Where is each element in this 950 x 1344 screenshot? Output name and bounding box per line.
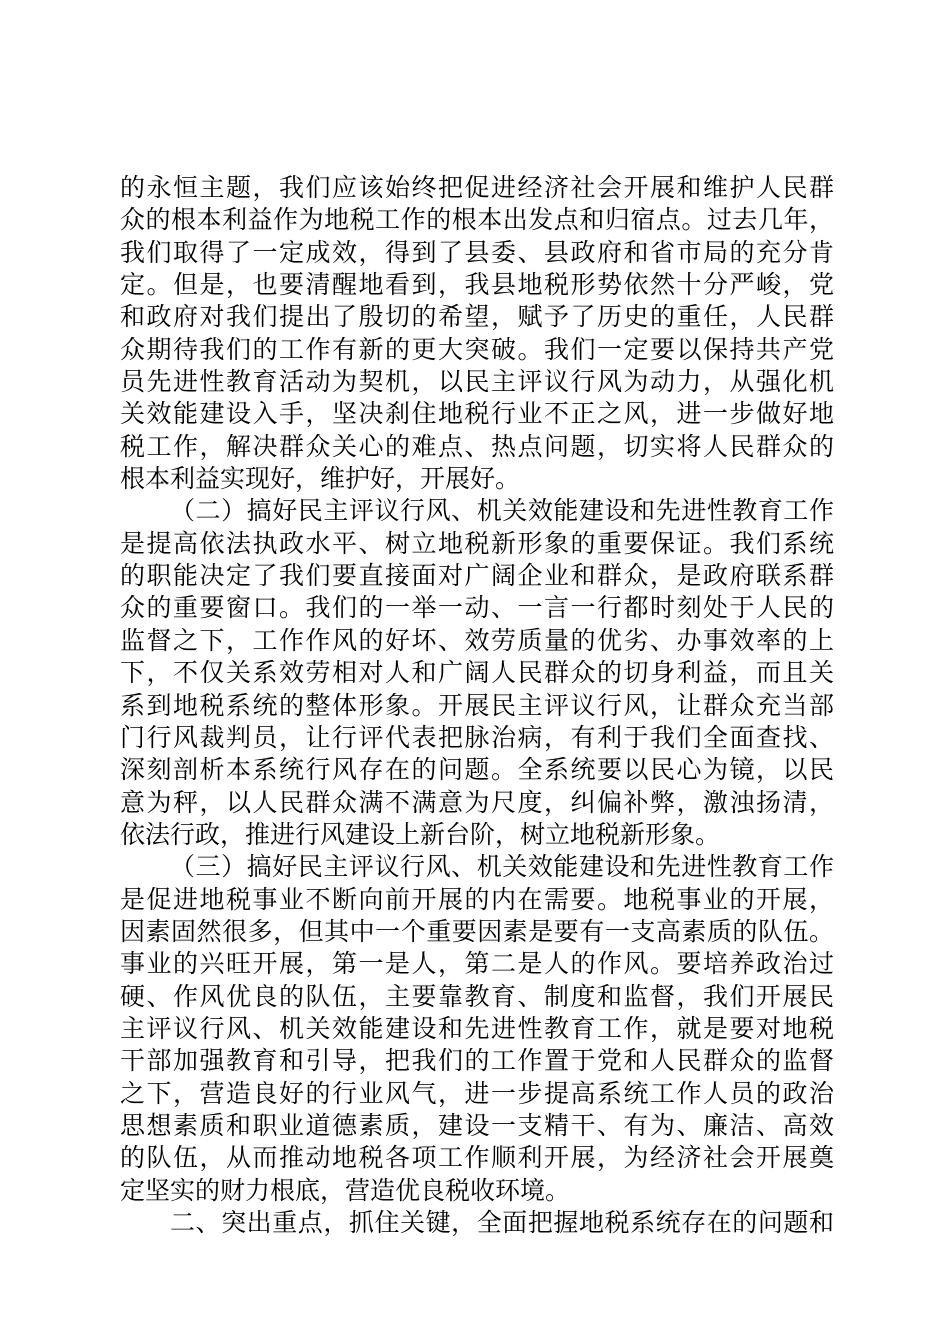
text-line: 和政府对我们提出了殷切的希望，赋予了历史的重任，人民群 [120,302,834,332]
text-line: 主评议行风、机关效能建设和先进性教育工作，就是要对地税 [120,1013,834,1043]
text-line: 因素固然很多，但其中一个重要因素是要有一支高素质的队伍。 [120,916,834,946]
text-line: 思想素质和职业道德素质，建设一支精干、有为、廉洁、高效 [120,1110,834,1140]
text-line: 监督之下，工作作风的好坏、效劳质量的优劣、办事效率的上 [120,625,834,655]
text-line: 是提高依法执政水平、树立地税新形象的重要保证。我们系统 [120,528,834,558]
text-line: 依法行政，推进行风建设上新台阶，树立地税新形象。 [120,819,721,849]
text-line: 二、突出重点，抓住关键，全面把握地税系统存在的问题和 [170,1208,834,1237]
text-line: 下，不仅关系效劳相对人和广阔人民群众的切身利益，而且关 [120,658,834,688]
text-line: 众期待我们的工作有新的更大突破。我们一定要以保持共产党 [120,334,834,364]
text-line: 定。但是，也要清醒地看到，我县地税形势依然十分严峻，党 [120,270,834,300]
text-line: 众的根本利益作为地税工作的根本出发点和归宿点。过去几年， [120,205,834,235]
text-line: 系到地税系统的整体形象。开展民主评议行风，让群众充当部 [120,690,834,720]
text-line: 之下，营造良好的行业风气，进一步提高系统工作人员的政治 [120,1078,834,1108]
text-line: 员先进性教育活动为契机，以民主评议行风为动力，从强化机 [120,367,834,397]
text-line: 的队伍，从而推动地税各项工作顺利开展，为经济社会开展奠 [120,1143,834,1173]
text-line: （二）搞好民主评议行风、机关效能建设和先进性教育工作 [170,496,834,526]
text-line: 关效能建设入手，坚决刹住地税行业不正之风，进一步做好地 [120,399,834,429]
text-line: 意为秤，以人民群众满不满意为尺度，纠偏补弊，激浊扬清， [120,787,834,817]
text-line: 我们取得了一定成效，得到了县委、县政府和省市局的充分肯 [120,237,834,267]
text-line: 干部加强教育和引导，把我们的工作置于党和人民群众的监督 [120,1046,834,1076]
body-text [120,172,834,1239]
text-line: 众的重要窗口。我们的一举一动、一言一行都时刻处于人民的 [120,593,834,623]
text-line: 事业的兴旺开展，第一是人，第二是人的作风。要培养政治过 [120,949,834,979]
text-line: 税工作，解决群众关心的难点、热点问题，切实将人民群众的 [120,431,834,461]
text-line: 定坚实的财力根底，营造优良税收环境。 [120,1175,571,1205]
text-line: 根本利益实现好，维护好，开展好。 [120,464,521,494]
text-line: 的永恒主题，我们应该始终把促进经济社会开展和维护人民群 [120,173,834,202]
text-line: 门行风裁判员，让行评代表把脉治病，有利于我们全面查找、 [120,722,834,752]
text-line: 深刻剖析本系统行风存在的问题。全系统要以民心为镜，以民 [120,755,834,785]
text-line: 是促进地税事业不断向前开展的内在需要。地税事业的开展， [120,884,834,914]
text-line: 的职能决定了我们要直接面对广阔企业和群众，是政府联系群 [120,561,834,591]
text-line: 硬、作风优良的队伍，主要靠教育、制度和监督，我们开展民 [120,981,834,1011]
text-line: （三）搞好民主评议行风、机关效能建设和先进性教育工作 [170,852,834,882]
